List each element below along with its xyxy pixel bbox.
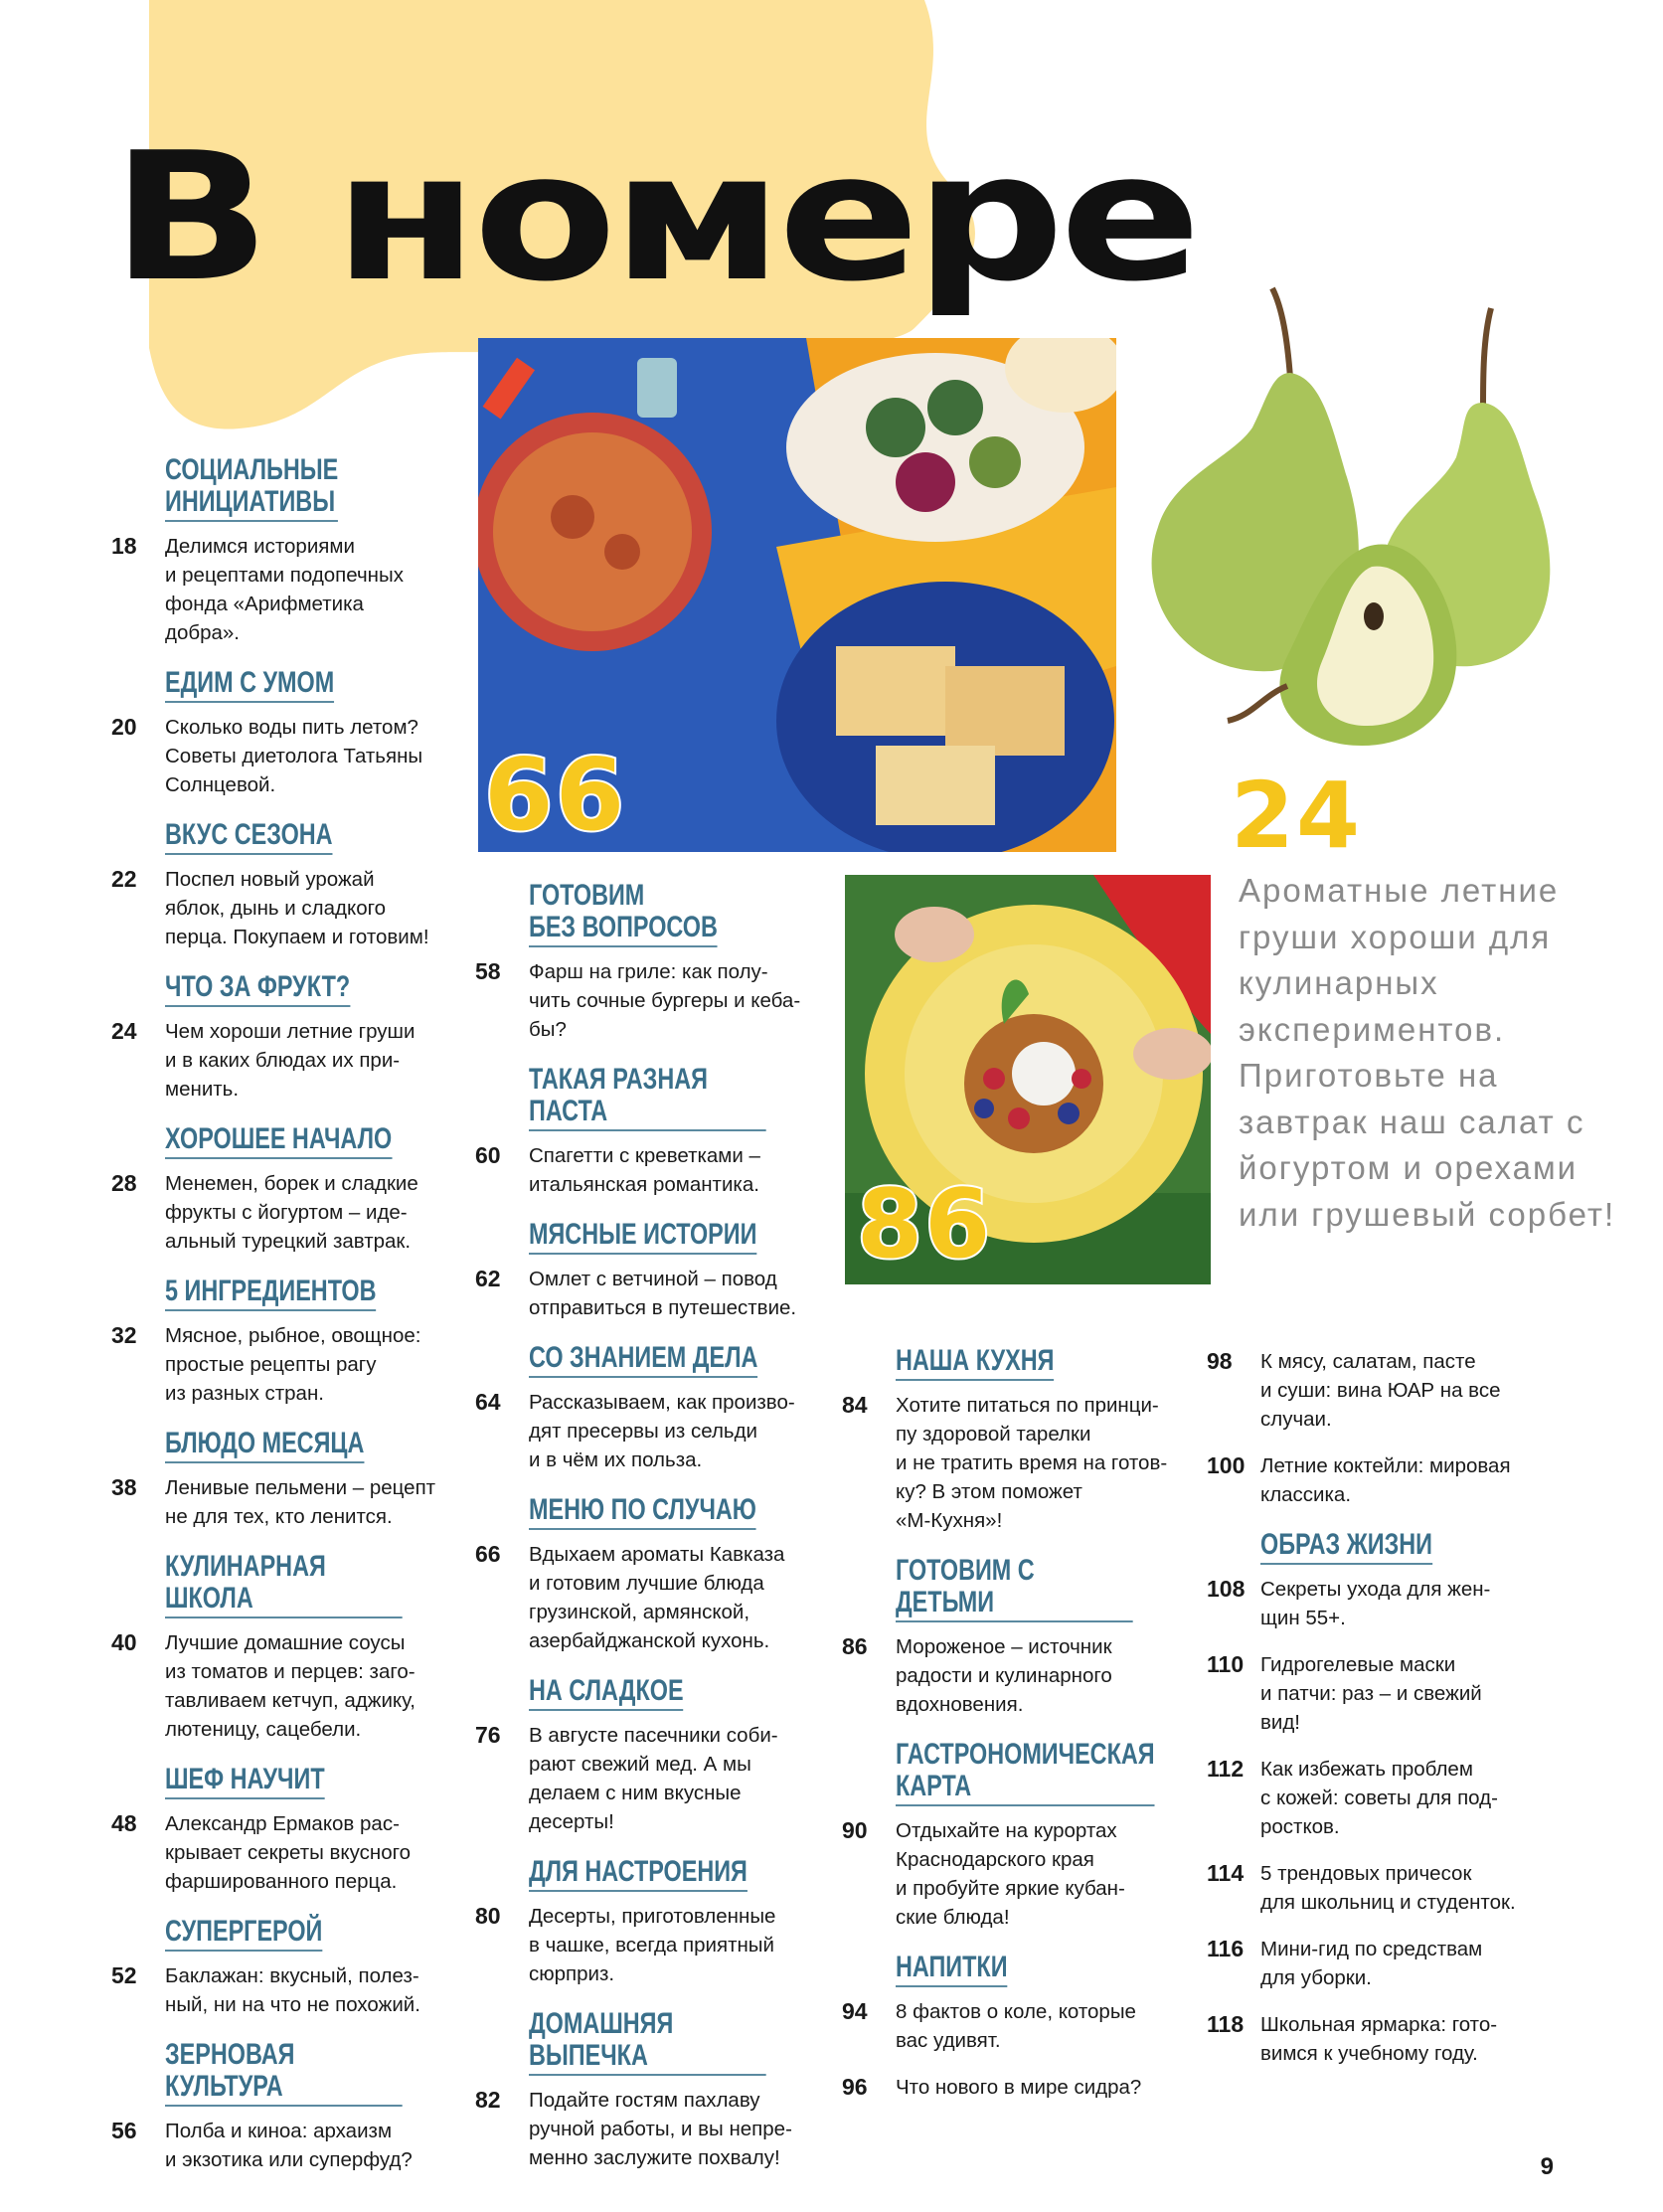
entry-description: Мороженое – источник радости и кулинарного вдохновения. [896, 1635, 1112, 1716]
toc-column-2 [475, 880, 833, 2192]
toc-entry [111, 1321, 469, 1408]
toc-column-1 [111, 454, 469, 2194]
toc-entry [111, 1961, 469, 2019]
section-heading: НАПИТКИ [896, 1952, 1008, 1987]
section-heading: НАША КУХНЯ [896, 1345, 1054, 1381]
toc-section [475, 1856, 833, 1988]
entry-description: Поспел новый урожай яблок, дынь и сладкого перца. Покупаем и готовим! [165, 868, 429, 948]
entry-page-number: 58 [475, 958, 501, 984]
section-heading: КУЛИНАРНАЯ ШКОЛА [165, 1551, 403, 1618]
entry-description: Чем хороши летние груши и в каких блюдах их при- менить. [165, 1020, 416, 1101]
entry-page-number: 118 [1207, 2011, 1245, 2037]
toc-entry [1207, 2010, 1565, 2068]
toc-column-3 [842, 1345, 1200, 2122]
entry-page-number: 84 [842, 1392, 868, 1418]
entry-description: Лучшие домашние соусы из томатов и перцев: заго- тавливаем кетчуп, аджику, лютеницу, сацебели. [165, 1631, 416, 1741]
section-heading: ГАСТРОНОМИЧЕСКАЯ КАРТА [896, 1739, 1155, 1806]
section-heading: СОЦИАЛЬНЫЕ ИНИЦИАТИВЫ [165, 454, 338, 522]
toc-entry [111, 532, 469, 647]
entry-description: В августе пасечники соби- рают свежий мед. А мы делаем с ним вкусные десерты! [529, 1724, 778, 1833]
entry-page-number: 20 [111, 714, 137, 740]
entry-page-number: 96 [842, 2074, 868, 2100]
entry-page-number: 52 [111, 1962, 137, 1988]
section-heading: ЗЕРНОВАЯ КУЛЬТУРА [165, 2039, 403, 2107]
toc-entry [475, 1902, 833, 1988]
entry-description: Рассказываем, как произво- дят пресервы из сельди и в чём их польза. [529, 1391, 795, 1471]
toc-entry [842, 2073, 1200, 2102]
toc-section [111, 1764, 469, 1896]
toc-section [111, 1123, 469, 1256]
toc-section [111, 1551, 469, 1744]
entry-description: Летние коктейли: мировая классика. [1260, 1454, 1511, 1506]
entry-page-number: 94 [842, 1998, 868, 2024]
entry-description: 8 фактов о коле, которые вас удивят. [896, 2000, 1136, 2052]
entry-page-number: 64 [475, 1389, 501, 1415]
pear-feature-text: Ароматные летние груши хороши для кулинарных экспериментов. Приготовьте на завтрак наш салат с йогуртом и орехами или грушевый сорбет! [1239, 872, 1616, 1233]
section-heading: СУПЕРГЕРОЙ [165, 1916, 322, 1952]
section-heading: ДОМАШНЯЯ ВЫПЕЧКА [529, 2008, 766, 2076]
entry-description: Фарш на гриле: как полу- чить сочные бургеры и кеба- бы? [529, 960, 801, 1041]
entry-page-number: 112 [1207, 1756, 1245, 1782]
toc-entry [1207, 1347, 1565, 1434]
entry-page-number: 22 [111, 866, 137, 892]
toc-entry [1207, 1935, 1565, 1992]
section-heading: НА СЛАДКОЕ [529, 1675, 684, 1711]
entry-page-number: 18 [111, 533, 137, 559]
entry-description: Подайте гостям пахлаву ручной работы, и вы непре- менно заслужите похвалу! [529, 2089, 792, 2169]
toc-section [111, 819, 469, 951]
entry-page-number: 66 [475, 1541, 501, 1567]
toc-entry [475, 1540, 833, 1655]
entry-description: 5 трендовых причесок для школьниц и студенток. [1260, 1862, 1516, 1914]
entry-page-number: 62 [475, 1266, 501, 1291]
toc-entry [111, 1169, 469, 1256]
toc-entry [475, 1721, 833, 1836]
toc-entry [111, 865, 469, 951]
entry-page-number: 32 [111, 1322, 137, 1348]
entry-page-number: 116 [1207, 1936, 1245, 1961]
section-heading: ХОРОШЕЕ НАЧАЛО [165, 1123, 392, 1159]
toc-entry [475, 1388, 833, 1474]
toc-entry [842, 1816, 1200, 1932]
entry-description: Гидрогелевые маски и патчи: раз – и свежий вид! [1260, 1653, 1482, 1734]
section-heading: ЕДИМ С УМОМ [165, 667, 334, 703]
toc-entry [842, 1391, 1200, 1535]
toc-section [111, 1916, 469, 2019]
entry-description: Омлет с ветчиной – повод отправиться в путешествие. [529, 1268, 797, 1319]
entry-description: Сколько воды пить летом? Советы диетолога Татьяны Солнцевой. [165, 716, 423, 796]
entry-description: Ленивые пельмени – рецепт не для тех, кто ленится. [165, 1476, 436, 1528]
toc-entry [111, 713, 469, 799]
section-heading: ВКУС СЕЗОНА [165, 819, 333, 855]
entry-description: Секреты ухода для жен- щин 55+. [1260, 1578, 1491, 1629]
toc-section [475, 880, 833, 1044]
feature-number-66: 66 [484, 737, 627, 853]
entry-description: Спагетти с креветками – итальянская романтика. [529, 1144, 760, 1196]
entry-description: Делимся историями и рецептами подопечных фонда «Арифметика добра». [165, 535, 404, 644]
toc-entry [111, 1628, 469, 1744]
toc-section [111, 1428, 469, 1531]
toc-entry [475, 1141, 833, 1199]
section-heading: 5 ИНГРЕДИЕНТОВ [165, 1276, 377, 1311]
entry-page-number: 110 [1207, 1651, 1245, 1677]
section-heading: ДЛЯ НАСТРОЕНИЯ [529, 1856, 748, 1892]
entry-page-number: 108 [1207, 1576, 1246, 1602]
toc-entry [111, 1809, 469, 1896]
toc-entry [111, 1017, 469, 1104]
entry-description: Хотите питаться по принци- пу здоровой тарелки и не тратить время на готов- ку? В этом поможет «М-Кухня»! [896, 1394, 1168, 1532]
toc-entry [475, 2086, 833, 2172]
toc-entry [1207, 1755, 1565, 1841]
toc-section [111, 667, 469, 799]
toc-section [475, 2008, 833, 2172]
toc-entry [1207, 1575, 1565, 1632]
toc-entry [475, 957, 833, 1044]
entry-description: Менемен, борек и сладкие фрукты с йогуртом – иде- альный турецкий завтрак. [165, 1172, 418, 1253]
toc-section [475, 1494, 833, 1655]
entry-description: Школьная ярмарка: гото- вимся к учебному году. [1260, 2013, 1498, 2065]
entry-page-number: 24 [111, 1018, 137, 1044]
toc-entry [475, 1265, 833, 1322]
toc-section [842, 1555, 1200, 1719]
entry-description: К мясу, салатам, пасте и суши: вина ЮАР на все случаи. [1260, 1350, 1501, 1431]
section-heading: ГОТОВИМ С ДЕТЬМИ [896, 1555, 1133, 1622]
entry-description: Как избежать проблем с кожей: советы для под- ростков. [1260, 1758, 1498, 1838]
entry-description: Полба и киноа: архаизм и экзотика или суперфуд? [165, 2120, 413, 2171]
section-heading: ТАКАЯ РАЗНАЯ ПАСТА [529, 1064, 766, 1131]
feature-number-86: 86 [857, 1170, 993, 1279]
toc-section [111, 454, 469, 647]
toc-section [475, 1342, 833, 1474]
entry-page-number: 56 [111, 2118, 137, 2143]
section-heading: ЧТО ЗА ФРУКТ? [165, 971, 350, 1007]
entry-page-number: 100 [1207, 1452, 1246, 1478]
section-heading: БЛЮДО МЕСЯЦА [165, 1428, 364, 1463]
toc-section [842, 1739, 1200, 1932]
toc-entry [842, 1632, 1200, 1719]
section-heading: МЯСНЫЕ ИСТОРИИ [529, 1219, 756, 1255]
section-heading: СО ЗНАНИЕМ ДЕЛА [529, 1342, 757, 1378]
toc-column-4 [1207, 1347, 1565, 2088]
entry-page-number: 40 [111, 1629, 137, 1655]
entry-page-number: 38 [111, 1474, 137, 1500]
entry-page-number: 48 [111, 1810, 137, 1836]
toc-section [111, 971, 469, 1104]
pears-illustration [1113, 278, 1590, 756]
section-heading: МЕНЮ ПО СЛУЧАЮ [529, 1494, 756, 1530]
page-title: В номере [111, 114, 1197, 320]
entry-page-number: 90 [842, 1817, 868, 1843]
entry-description: Вдыхаем ароматы Кавказа и готовим лучшие блюда грузинской, армянской, азербайджанской кухонь. [529, 1543, 785, 1652]
entry-description: Мясное, рыбное, овощное: простые рецепты рагу из разных стран. [165, 1324, 421, 1405]
toc-section [475, 1219, 833, 1322]
entry-page-number: 114 [1207, 1860, 1245, 1886]
toc-section [842, 1952, 1200, 2102]
toc-section [475, 1675, 833, 1836]
entry-description: Десерты, приготовленные в чашке, всегда приятный сюрприз. [529, 1905, 776, 1985]
toc-entry [1207, 1859, 1565, 1917]
toc-entry [111, 1473, 469, 1531]
toc-entry [842, 1997, 1200, 2055]
entry-page-number: 76 [475, 1722, 501, 1748]
toc-entry [111, 2117, 469, 2174]
section-heading: ОБРАЗ ЖИЗНИ [1260, 1529, 1432, 1565]
entry-page-number: 60 [475, 1142, 501, 1168]
entry-description: Александр Ермаков рас- крывает секреты вкусного фаршированного перца. [165, 1812, 412, 1893]
section-heading: ГОТОВИМ БЕЗ ВОПРОСОВ [529, 880, 718, 947]
toc-section [1207, 1347, 1565, 1509]
toc-section [475, 1064, 833, 1199]
entry-page-number: 82 [475, 2087, 501, 2113]
toc-section [1207, 1529, 1565, 2068]
entry-page-number: 86 [842, 1633, 868, 1659]
toc-section [111, 2039, 469, 2174]
page-number: 9 [1540, 2153, 1554, 2180]
entry-description: Баклажан: вкусный, полез- ный, ни на что не похожий. [165, 1964, 420, 2016]
entry-description: Что нового в мире сидра? [896, 2076, 1142, 2099]
toc-section [842, 1345, 1200, 1535]
toc-entry [1207, 1451, 1565, 1509]
entry-description: Мини-гид по средствам для уборки. [1260, 1938, 1483, 1989]
entry-page-number: 98 [1207, 1348, 1233, 1374]
feature-number-24: 24 [1231, 763, 1363, 869]
toc-section [111, 1276, 469, 1408]
toc-entry [1207, 1650, 1565, 1737]
entry-page-number: 80 [475, 1903, 501, 1929]
entry-description: Отдыхайте на курортах Краснодарского края и пробуйте яркие кубан- ские блюда! [896, 1819, 1125, 1929]
section-heading: ШЕФ НАУЧИТ [165, 1764, 325, 1799]
entry-page-number: 28 [111, 1170, 137, 1196]
